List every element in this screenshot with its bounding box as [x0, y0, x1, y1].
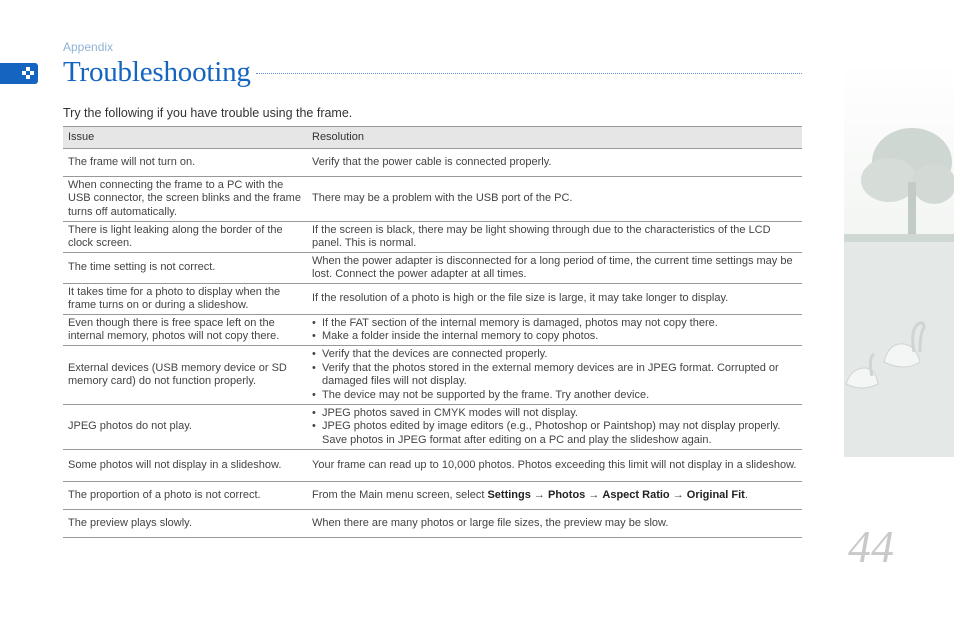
bullet-list [312, 348, 797, 402]
issue-cell: JPEG photos do not play. [63, 405, 307, 450]
resolution-cell: Verify that the power cable is connected properly. [307, 149, 802, 177]
menu-settings: Settings [487, 488, 531, 501]
resolution-cell: When the power adapter is disconnected for a long period of time, the current time settings may be lost. Connect the power adapter at all times. [307, 253, 802, 284]
resolution-cell: If the screen is black, there may be light showing through due to the characteristics of the LCD panel. This is normal. [307, 222, 802, 253]
column-header-issue: Issue [63, 127, 307, 149]
issue-cell: When connecting the frame to a PC with the USB connector, the screen blinks and the frame turns off automatically. [63, 177, 307, 222]
resolution-cell [307, 405, 802, 450]
issue-cell: Some photos will not display in a slideshow. [63, 450, 307, 482]
table-row [63, 510, 802, 538]
path-arrow: → [530, 488, 548, 501]
table-header-row [63, 127, 802, 149]
bullet-item: • JPEG photos edited by image editors (e.g., Photoshop or Paintshop) may not display properly. Save photos in JPEG format after editing on a PC and play the slideshow again. [312, 420, 797, 447]
path-suffix: . [744, 488, 748, 501]
bullet-item: • The device may not be supported by the frame. Try another device. [312, 389, 797, 403]
section-label: Appendix [63, 40, 114, 54]
issue-cell: The frame will not turn on. [63, 149, 307, 177]
bullet-item: • Make a folder inside the internal memory to copy photos. [312, 330, 797, 344]
table-row [63, 253, 802, 284]
page-title: Troubleshooting [63, 56, 251, 88]
table-row [63, 315, 802, 346]
resolution-cell: If the resolution of a photo is high or the file size is large, it may take longer to display. [307, 284, 802, 315]
bullet-list [312, 317, 797, 344]
section-marker-icon [0, 63, 38, 84]
issue-cell: The proportion of a photo is not correct. [63, 482, 307, 510]
bullet-item: • Verify that the devices are connected properly. [312, 348, 797, 362]
issue-cell: External devices (USB memory device or SD memory card) do not function properly. [63, 346, 307, 405]
title-divider [256, 73, 802, 74]
issue-cell: It takes time for a photo to display when the frame turns on or during a slideshow. [63, 284, 307, 315]
table-row [63, 482, 802, 510]
issue-cell: The time setting is not correct. [63, 253, 307, 284]
troubleshooting-table [63, 126, 802, 538]
resolution-cell [307, 346, 802, 405]
issue-cell: There is light leaking along the border of the clock screen. [63, 222, 307, 253]
decorative-side-panel [844, 62, 954, 457]
issue-cell: Even though there is free space left on the internal memory, photos will not copy there. [63, 315, 307, 346]
table-row [63, 346, 802, 405]
issue-cell: The preview plays slowly. [63, 510, 307, 538]
table-row [63, 177, 802, 222]
bullet-item: • Verify that the photos stored in the external memory devices are in JPEG format. Corrupted or damaged files will not display. [312, 362, 797, 389]
menu-original-fit: Original Fit [686, 488, 745, 501]
table-row [63, 149, 802, 177]
intro-text: Try the following if you have trouble using the frame. [63, 106, 353, 120]
path-arrow: → [669, 488, 687, 501]
bullet-item: • JPEG photos saved in CMYK modes will not display. [312, 407, 797, 421]
menu-aspect-ratio: Aspect Ratio [602, 488, 670, 501]
tree-swan-illustration [844, 62, 954, 457]
bullet-list [312, 407, 797, 448]
column-header-resolution: Resolution [307, 127, 802, 149]
resolution-cell: When there are many photos or large file sizes, the preview may be slow. [307, 510, 802, 538]
table-row [63, 284, 802, 315]
path-prefix: From the Main menu screen, select [312, 488, 488, 501]
table-row [63, 405, 802, 450]
table-row [63, 450, 802, 482]
resolution-cell: There may be a problem with the USB port of the PC. [307, 177, 802, 222]
resolution-cell: Your frame can read up to 10,000 photos. Photos exceeding this limit will not display in a slideshow. [307, 450, 802, 482]
resolution-cell [307, 315, 802, 346]
path-arrow: → [585, 488, 603, 501]
page-number: 44 [848, 521, 894, 572]
table-row [63, 222, 802, 253]
resolution-cell [307, 482, 802, 510]
bullet-item: • If the FAT section of the internal memory is damaged, photos may not copy there. [312, 317, 797, 331]
menu-photos: Photos [548, 488, 586, 501]
plus-squares-icon [22, 67, 34, 79]
